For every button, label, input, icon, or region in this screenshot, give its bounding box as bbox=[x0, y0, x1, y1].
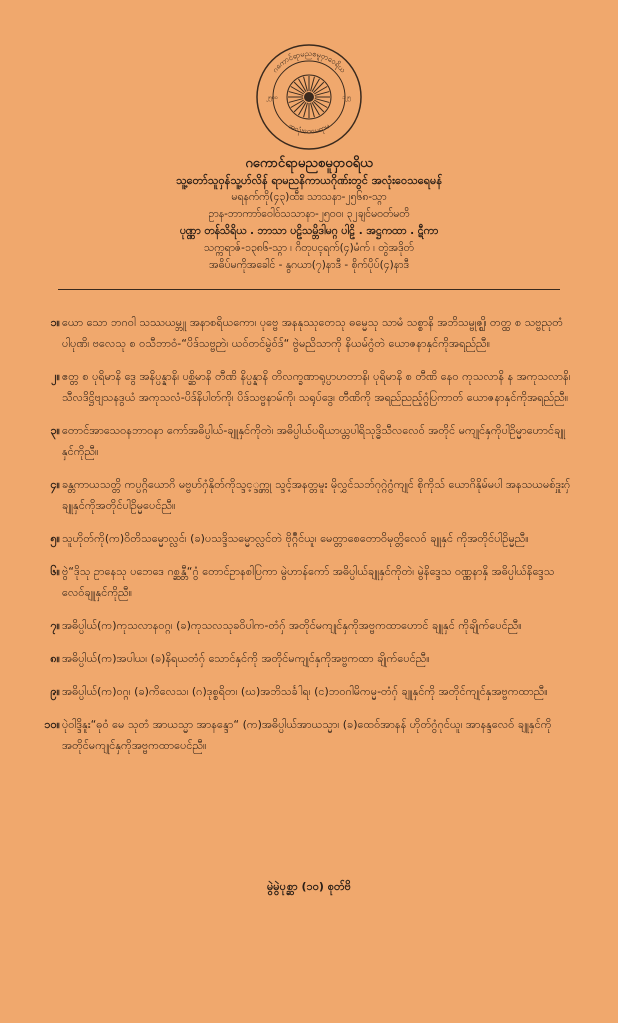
question-item bbox=[50, 474, 574, 516]
question-item bbox=[50, 312, 574, 354]
question-text: ပုဲဝါဒ္ဒိနူး“ဓုဝံ မေ သုတံ အာယသ္မာ အာနန္ဒော“ (က)အဓိပ္ပါယ်အာယသ္မာ၊ (ခ)ထေဝ်အာနန် ဟိုတ်ဂွံဂုင်ယူ၊ အာနန္ဒလေဝ် ချူနှင်ကိုအတိုင်မကျုင်နှကိုအဗ္ဗကထာပေင်ညီ။ bbox=[62, 718, 552, 752]
header-line-1: မရနက်ကို(၄၃)ထီး၊ သာသနာ-၂၅၆၈-သ္ဂာ bbox=[231, 191, 387, 203]
organization-subtitle: သူ့တော်သူဝှန်သူ့ဟ်လိန် ရာမညနိကာယဂိုဏ်းတွင် အလုံးဝေသရေမန် bbox=[175, 174, 443, 187]
question-text: တောင်အာသေဝနဘာဝနာ ကော်အဓိပ္ပါယ်-ချူနှင်ကိုတဲ၊ အဓိပ္ပါယ်ပရိယာယ္တပါရိသုဒ္ဓိသီလလေဝ် အတိုင် မကျုင်နှကိုပါဥိမ္မာဟောင်ချူနှင်ကိုညီ။ bbox=[62, 424, 566, 458]
question-number: ၃။ bbox=[50, 424, 60, 437]
question-text: ဗွဲ“ဒိုသု ဥာနေသု ပဘေဒေ ဂစ္ဆန္တီ“ဂွံ တောင်ဥာနစါပြကာ မွဲဟာန်ကော် အဓိပ္ပါယ်ချူနှင်ကိုတဲ၊ မွဲနိဒ္ဒေသ ဝဏ္ဏနာနှိ အဓိပ္ပါယ်နိဒ္ဒေသ လေဝ်ချူနှင်ကိုညီ။ bbox=[62, 565, 555, 599]
subject-line: ပုဏ္ဏာ တန်သိရိယ . ဘာသာ ပဠိသမ္ဘိဒါမဂ္ဂ ပါဠိ . အဋ္ဌကထာ . ဋီကာ bbox=[179, 225, 439, 237]
date-line: သက္ကရာဇ်-၁၃၈၆-သ္ဂာ ၊ ဂိတုပၚရက်(၄)မံက် ၊ တွဲအဒိုတ် bbox=[204, 242, 414, 254]
question-text: သူဟိုတ်ကို(က)ဝိတိသမ္မောလ္လင်၊ (ခ)ပသဒ္ဒိသမ္မောလ္လင်တဲ ဗိုဂ္ဂဳင်ယူ၊ မေတ္တာစေတောဝိမုတ္တိလေဝ် ချူနှင် ကိုအတိုင်ပါဥိမ္မညီ။ bbox=[62, 532, 529, 545]
question-item bbox=[50, 528, 574, 549]
question-text: အဓိပ္ပါယ်(က)ဝဂ္ဂ၊ (ခ)ကိလေသ၊ (ဂ)ဒုစ္စရိတ၊ (ဃ)အဘိသင်္ခါရ၊ (င)ဘဝဂါမိကမ္မ-တံဂှ် ချူနှင်ကို အတိုင်ကျုင်နှအဗ္ဗကထာညီ။ bbox=[62, 685, 548, 698]
question-number: ၁။ bbox=[50, 316, 60, 329]
question-list bbox=[44, 312, 574, 756]
question-number: ၇။ bbox=[50, 619, 60, 632]
question-text: ယော သော ဘဂဝါ သဿယမ္ဘူ အနာစရိယကော၊ ပုဗ္ဗေ အနနုဿုတေသု ဓမ္မေသု သာမံ သစ္စာနိ အဘိသမ္ဗုဇ္ဈိ၊ တတ္ထ စ သဗ္ဗညုတံ ပါပုဏိ၊ ဗလေသု စ ဝသီဘာဝံ-“ပိဒ်သဗ္ဗဉာဲ၊ ယဝ်တင်မွဲဝ်ဒ်“ ဗွဲမညိသာကို နိယမ်ဂွံတဲ ယောဇနာနှင်ကိုအရည်ညီ။ bbox=[62, 316, 563, 350]
document-header bbox=[20, 155, 598, 274]
question-text: အဓိပ္ပါယ်(က)အပါယ၊ (ခ)နိရယတံဂှ် သောင်နှင်ကို အတိုင်မကျုင်နှကိုအဗ္ဗကထာ ချိုက်ပေင်ညီ။ bbox=[62, 652, 430, 665]
question-number: ၂။ bbox=[51, 370, 60, 383]
question-text: အဓိပ္ပါယ်(က)ကုသလာနဝဂ္ဂ၊ (ခ)ကုသလသုခဝိပါက-တံဂှ် အတိုင်မကျုင်နှကိုအဗ္ဗကထာဟောင် ချူနှင် ကိုချိုက်ပေင်ညီ။ bbox=[62, 619, 522, 632]
question-text: ခန္တကာယသတ္တိ ကပ္ပဂ္ဂိယောဂိ မဗ္ဗဟ်ဂှံနိုတ်ကိုသ္ဒင့္ဒွက္ကု သ္ဒင့်အနတ္တမူး မိုလွှင်သဘ်ဂုဂ္ဂဲဂွံကျုင် စိုကိုသ် ယောဂိနိုမ်မပါ အနသယမစ်ဒှူးဂှ် ချူနှင်ကိုအတိုင်ပါဥိမ္မပေင်ညီ။ bbox=[62, 478, 571, 512]
question-item bbox=[50, 681, 574, 702]
question-item bbox=[50, 615, 574, 636]
seal-right-number: ၁၂၅ bbox=[342, 95, 351, 101]
question-number: ၈။ bbox=[50, 652, 60, 665]
question-text: ဧတ္တ စ ပုရိမာနိ ဒွေ အနိပ္ပန္နာနိ၊ ပစ္ဆိမာနိ တီဏိ နိပ္ပန္နာနိ တိလက္ခဏာရုပ္ပာဟတာနိ၊ ပုရိမာနိ စ တီဏိ နေဝ ကုသလာနိ န အကုသလာနိ၊ သီလဒိဋ္ဌိဗျသနဒွယံ အကုသလံ-ပိဒ်နိပါတ်ကို၊ ပိဒ်သဗ္ဗနာမ်ကို၊ သရုပ်ဒွေ၊ တီဏိကို အရည်ညည့်ဂွံပြကာတ် ယောဇနာနှင်ကိုအရည်ညီ။ bbox=[62, 370, 571, 404]
question-number: ၁၀။ bbox=[44, 718, 60, 731]
monastery-seal-logo bbox=[254, 42, 364, 152]
seal-bottom-text: အလုံးဝေမေရာမ bbox=[287, 121, 331, 136]
question-number: ၄။ bbox=[50, 478, 60, 491]
question-item bbox=[44, 714, 574, 756]
seal-left-number: ၂၅၈၀ bbox=[266, 95, 279, 101]
question-item bbox=[50, 648, 574, 669]
svg-text:အလုံးဝေမေရာမ bbox=[287, 121, 331, 136]
monastery-title: ဂကောင်ရာမညစမူဝှာဝရိယ bbox=[245, 156, 373, 171]
question-item bbox=[50, 420, 574, 462]
question-number: ၆။ bbox=[50, 565, 60, 578]
question-count-footer: မွဲမွဲပုစ္ဆာ (၁၀) စုတ်ဗိ bbox=[267, 880, 351, 893]
header-divider bbox=[58, 289, 560, 290]
question-number: ၅။ bbox=[50, 532, 60, 545]
question-item bbox=[51, 366, 574, 408]
question-item bbox=[50, 561, 574, 603]
question-number: ၉။ bbox=[50, 685, 60, 698]
time-line: အဓိပ်မကိုအခေါင် - နွဂယာ(၇)နာဒီ - စိုက်ပိုပ်(၄)နာဒီ bbox=[209, 259, 409, 271]
seal-top-text: ဂကောင်ရာမညစမူဝှာဝေရိယ bbox=[270, 48, 348, 75]
header-line-2: ဥာန-ဘာကာာ်ဝေါဝ်သသာနာ-၂၅၀၀၊ ၃၂ချင်မဝတ်မတိ bbox=[208, 208, 410, 220]
